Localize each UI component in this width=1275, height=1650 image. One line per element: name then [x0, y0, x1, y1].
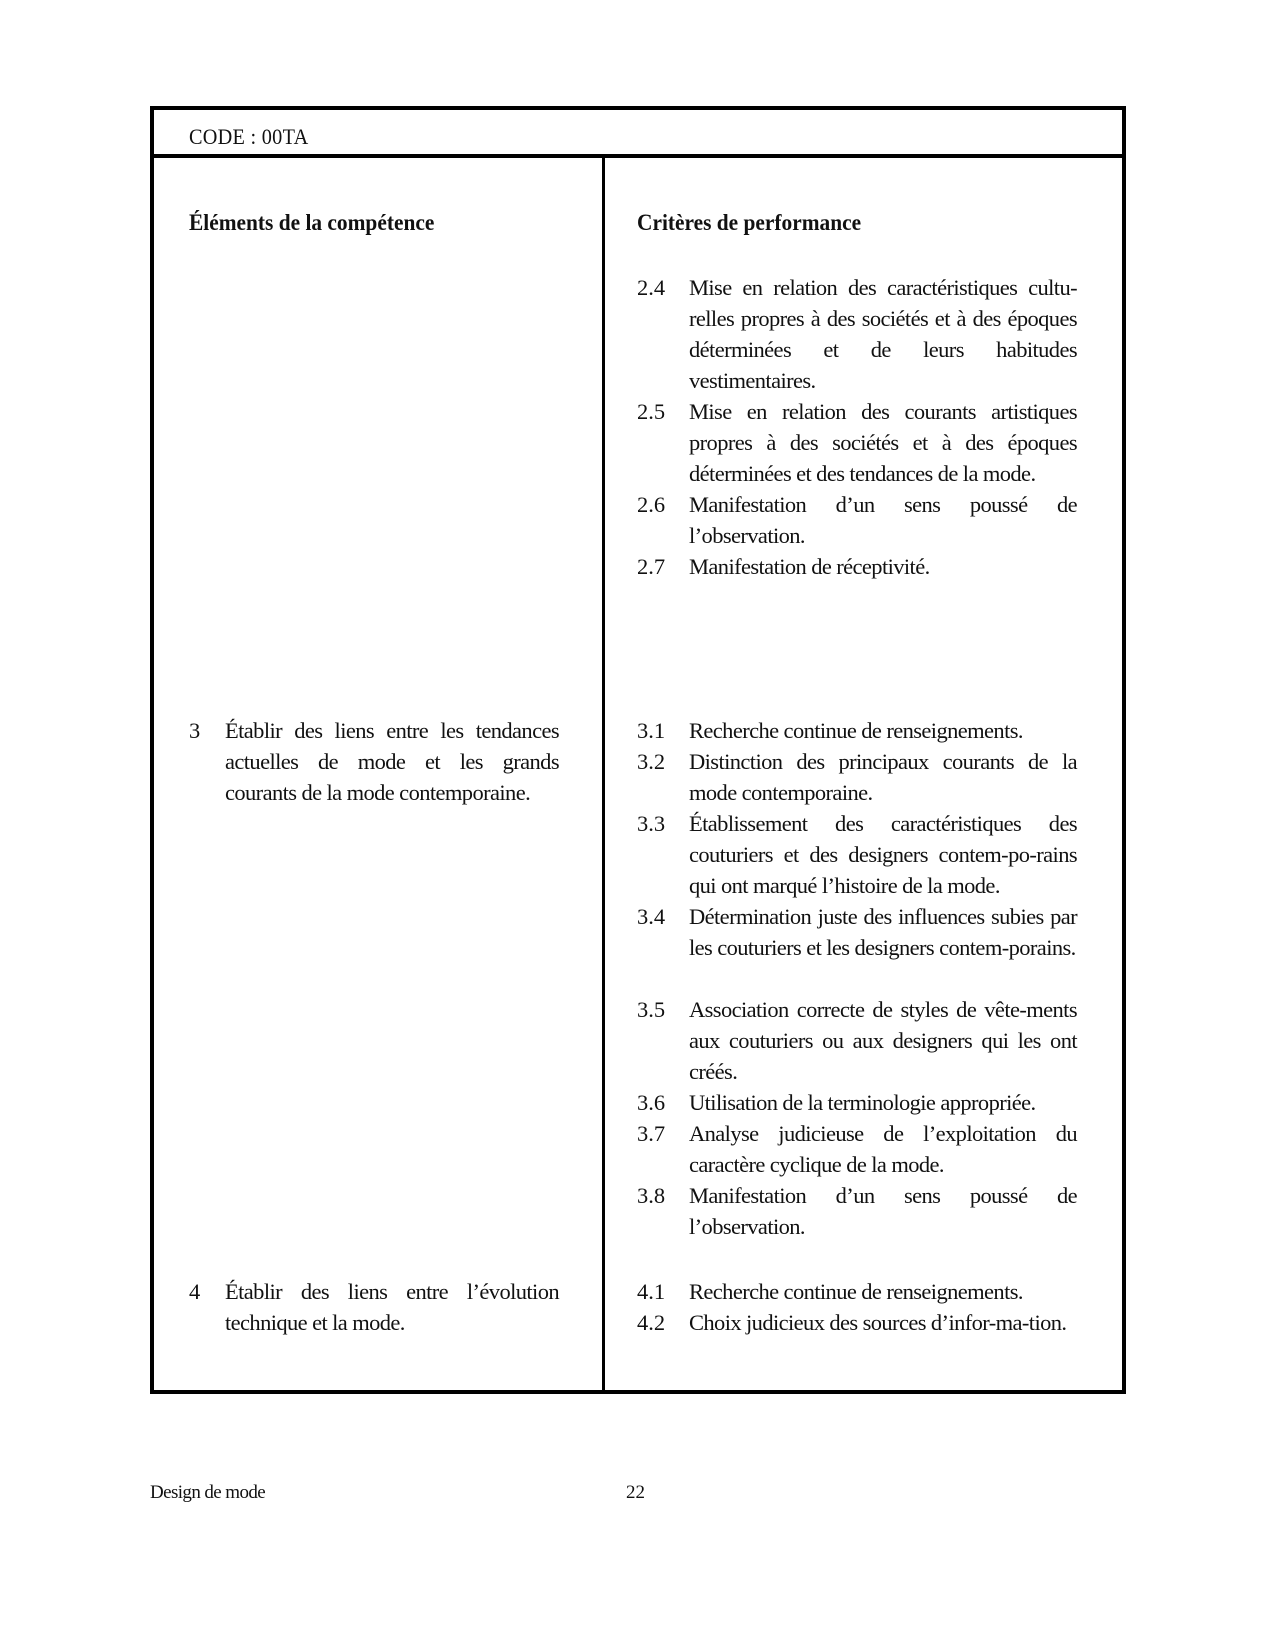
- criterion-text: Manifestation d’un sens poussé de l’observation.: [689, 1183, 1077, 1239]
- criterion-text: Établissement des caractéristiques des couturiers et des designers contem-po-rains qui ont marqué l’histoire de la mode.: [689, 811, 1077, 898]
- competency-code: CODE : 00TA: [189, 124, 309, 149]
- criteria-heading: Critères de performance: [637, 210, 862, 235]
- criterion-item: [637, 1307, 1077, 1338]
- criterion-number: 4.1: [637, 1279, 666, 1304]
- criterion-number: 3.7: [637, 1121, 666, 1146]
- criterion-number: 2.5: [637, 399, 666, 424]
- element-number: 3: [189, 718, 201, 743]
- element-item: [189, 715, 559, 808]
- criterion-text: Manifestation de réceptivité.: [689, 554, 930, 579]
- criterion-text: Recherche continue de renseignements.: [689, 1279, 1023, 1304]
- criterion-text: Utilisation de la terminologie appropriée.: [689, 1090, 1036, 1115]
- criterion-text: Recherche continue de renseignements.: [689, 718, 1023, 743]
- element-number: 4: [189, 1279, 201, 1304]
- criterion-number: 2.7: [637, 554, 666, 579]
- criterion-number: 3.2: [637, 749, 666, 774]
- page-number: 22: [626, 1482, 645, 1503]
- criterion-number: 3.8: [637, 1183, 666, 1208]
- competency-table: [150, 106, 1126, 1394]
- criterion-text: Choix judicieux des sources d’infor-ma-tion.: [689, 1310, 1067, 1335]
- criterion-text: Manifestation d’un sens poussé de l’observation.: [689, 492, 1077, 548]
- criterion-item: [637, 1118, 1077, 1180]
- criterion-number: 3.6: [637, 1090, 666, 1115]
- footer-document-title: Design de mode: [150, 1482, 266, 1503]
- elements-column: [154, 154, 602, 1390]
- criterion-item: [637, 715, 1077, 746]
- criterion-number: 2.6: [637, 492, 666, 517]
- criterion-number: 4.2: [637, 1310, 666, 1335]
- criterion-text: Analyse judicieuse de l’exploitation du caractère cyclique de la mode.: [689, 1121, 1077, 1177]
- criterion-number: 3.5: [637, 997, 666, 1022]
- criterion-number: 3.4: [637, 904, 666, 929]
- criterion-item: [637, 994, 1077, 1087]
- criterion-item: [637, 489, 1077, 551]
- criterion-item: [637, 272, 1077, 396]
- criterion-item: [637, 808, 1077, 901]
- criterion-text: Détermination juste des influences subies par les couturiers et les designers contem-porains.: [689, 904, 1077, 960]
- criterion-text: Mise en relation des courants artistiques propres à des sociétés et à des époques déterminées et des tendances de la mode.: [689, 399, 1077, 486]
- criterion-item: [637, 396, 1077, 489]
- criterion-item: [637, 1276, 1077, 1307]
- criterion-item: [637, 1087, 1077, 1118]
- element-text: Établir des liens entre l’évolution technique et la mode.: [225, 1279, 559, 1335]
- criterion-text: Association correcte de styles de vête-ments aux couturiers ou aux designers qui les ont créés.: [689, 997, 1077, 1084]
- criteria-column: [605, 154, 1122, 1390]
- criterion-text: Mise en relation des caractéristiques cultu-relles propres à des sociétés et à des époques déterminées et de leurs habitudes vestimentaires.: [689, 275, 1077, 393]
- criterion-item: [637, 551, 1077, 582]
- criterion-item: [637, 901, 1077, 963]
- element-text: Établir des liens entre les tendances actuelles de mode et les grands courants de la mode contemporaine.: [225, 718, 559, 805]
- elements-heading: Éléments de la compétence: [189, 210, 435, 235]
- code-header-row: [154, 110, 1122, 158]
- criterion-item: [637, 746, 1077, 808]
- criterion-number: 2.4: [637, 275, 666, 300]
- criterion-number: 3.1: [637, 718, 666, 743]
- element-item: [189, 1276, 559, 1338]
- criterion-item: [637, 1180, 1077, 1242]
- criterion-number: 3.3: [637, 811, 666, 836]
- criterion-text: Distinction des principaux courants de la mode contemporaine.: [689, 749, 1077, 805]
